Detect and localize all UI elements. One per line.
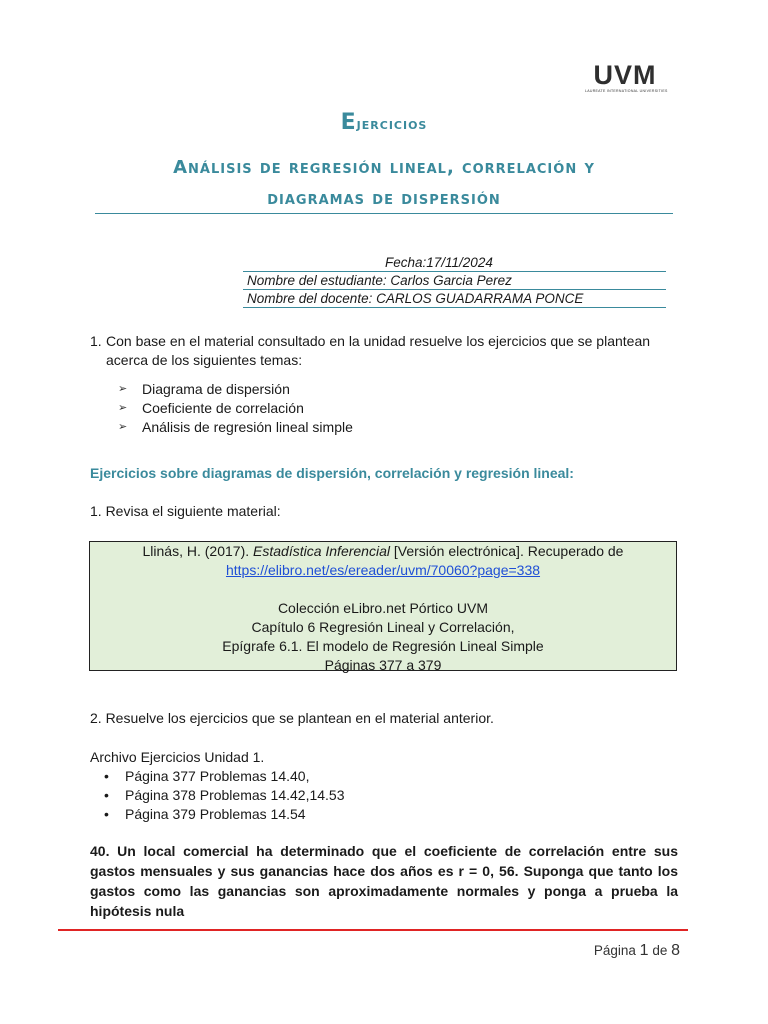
page-footer — [580, 942, 680, 960]
step-2-text: 2. Resuelve los ejercicios que se plantean en el material anterior. — [90, 710, 494, 726]
step-1-text: 1. Revisa el siguiente material: — [90, 503, 281, 519]
instructions-number: 1. — [90, 333, 102, 349]
reference-box — [89, 541, 677, 671]
archive-title: Archivo Ejercicios Unidad 1. — [90, 749, 265, 765]
dot-bullet-icon: • — [104, 787, 109, 803]
instructions-paragraph — [90, 332, 678, 370]
reference-book-title: Estadística Inferencial — [253, 543, 390, 559]
list-item: • Página 379 Problemas 14.54 — [104, 806, 306, 822]
subtitle-line-2: diagramas de dispersión — [267, 188, 501, 209]
teacher-name-field: Nombre del docente: CARLOS GUADARRAMA PONCE — [243, 290, 666, 308]
arrow-bullet-icon: ➢ — [118, 421, 128, 433]
list-item: ➢ Análisis de regresión lineal simple — [118, 419, 353, 435]
logo-wordmark: UVM — [593, 60, 657, 90]
page-subtitle — [95, 152, 673, 214]
reference-chapter: Capítulo 6 Regresión Lineal y Correlación, — [251, 619, 515, 635]
uvm-logo — [585, 60, 668, 94]
info-block — [243, 254, 666, 308]
list-item: ➢ Coeficiente de correlación — [118, 400, 304, 416]
reference-pages: Páginas 377 a 379 — [324, 657, 442, 673]
list-item: • Página 378 Problemas 14.42,14.53 — [104, 787, 345, 803]
date-field: Fecha:17/11/2024 — [243, 254, 666, 272]
dot-bullet-icon: • — [104, 768, 109, 784]
instructions-line-1: Con base en el material consultado en la unidad resuelve los ejercicios que se plantean — [106, 333, 651, 349]
footer-page-label: Página — [593, 943, 640, 958]
page-title — [0, 110, 768, 135]
list-item: ➢ Diagrama de dispersión — [118, 381, 290, 397]
arrow-bullet-icon: ➢ — [118, 383, 128, 395]
dot-bullet-icon: • — [104, 806, 109, 822]
topics-list — [118, 380, 353, 437]
subtitle-line-1: Análisis de regresión lineal, correlación y — [173, 157, 595, 178]
problem-statement: 40. Un local comercial ha determinado que el coeficiente de correlación entre sus gastos mensuales y sus ganancias hace dos años es r = 0, 56. Suponga que tanto los gastos como las ganancias son aproximadamente normales y ponga a prueba la hipótesis nula — [90, 843, 678, 919]
reference-collection: Colección eLibro.net Pórtico UVM — [277, 600, 489, 616]
reference-citation: Llinás, H. (2017). Estadística Inferencial [Versión electrónica]. Recuperado de — [142, 543, 624, 559]
student-name-field: Nombre del estudiante: Carlos Garcia Perez — [243, 272, 666, 290]
list-item: • Página 377 Problemas 14.40, — [104, 768, 310, 784]
subtitle-divider — [95, 213, 673, 214]
logo-tagline: LAUREATE INTERNATIONAL UNIVERSITIES — [585, 89, 668, 93]
problems-list — [104, 767, 345, 824]
arrow-bullet-icon: ➢ — [118, 402, 128, 414]
reference-link[interactable]: https://elibro.net/es/ereader/uvm/70060?page=338 — [225, 562, 541, 578]
instructions-line-2: acerca de los siguientes temas: — [106, 352, 303, 368]
footer-of-label: de — [648, 943, 672, 958]
footer-page-number: 1 — [639, 942, 649, 959]
title-first-letter: E — [340, 110, 357, 135]
title-rest: jercicios — [356, 114, 428, 133]
footer-divider — [58, 929, 688, 931]
footer-total-pages: 8 — [671, 942, 680, 959]
reference-epigraph: Epígrafe 6.1. El modelo de Regresión Lineal Simple — [222, 638, 544, 654]
section-heading: Ejercicios sobre diagramas de dispersión, correlación y regresión lineal: — [90, 465, 574, 481]
